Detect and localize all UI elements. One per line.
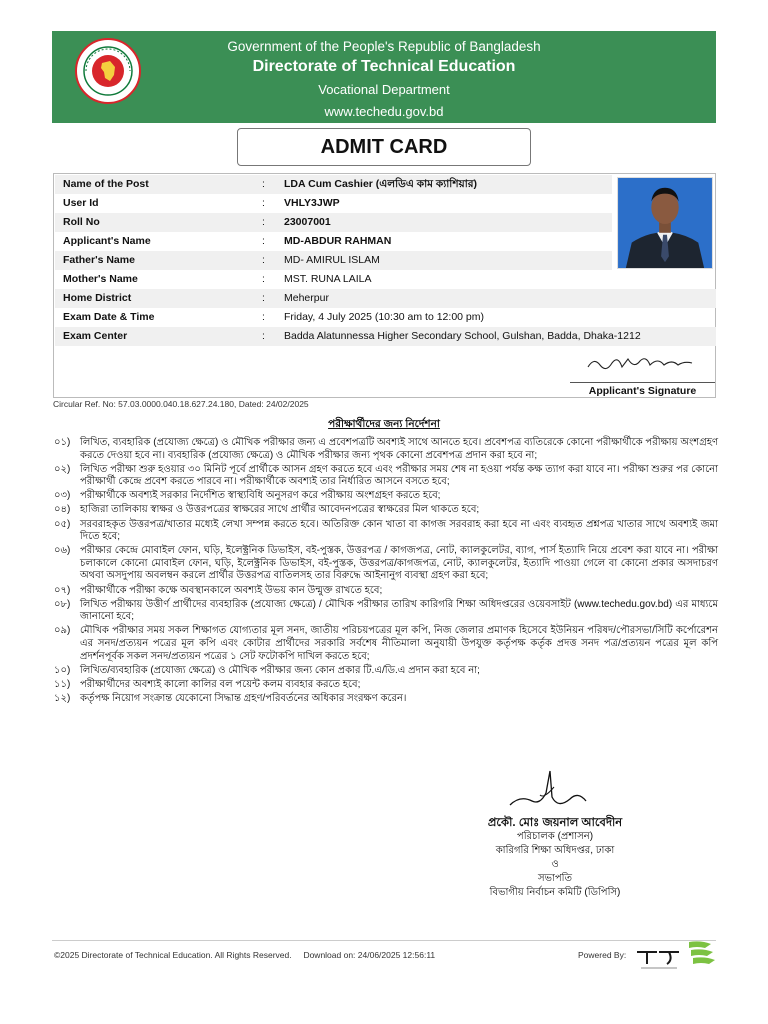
applicant-info-table bbox=[53, 173, 716, 398]
instruction-item: ০৩) পরীক্ষার্থীকে অবশ্যই সরকার নির্দেশিত স্বাস্থ্যবিধি অনুসরণ করে পরীক্ষায় অংশগ্রহণ করতে হবে; bbox=[54, 490, 441, 502]
colon: : bbox=[262, 330, 265, 342]
instruction-item: ০১) লিখিত, ব্যবহারিক (প্রযোজ্য ক্ষেত্রে) ও মৌখিক পরীক্ষার জন্য এ প্রবেশপত্রটি অবশ্যই সাথে আনতে হবে। প্রবেশপত্র ব্যতিরেকে কোনো পরীক্ষার্থীকে পরীক্ষায় অংশগ্রহণ করতে দেওয়া হবে না। ব্যবহারিক (প্রযোজ্য ক্ষেত্রে) ও মৌখিক পরীক্ষার জন্য পৃথক কোনো প্রবেশপত্র প্রদান করা হবে না; bbox=[54, 437, 718, 461]
authority-name: প্রকৌ. মোঃ জয়নাল আবেদীন bbox=[487, 817, 623, 829]
instruction-item: ১২) কর্তৃপক্ষ নিয়োগ সংক্রান্ত যেকোনো সিদ্ধান্ত গ্রহণ/পরিবর্তনের অধিকার সংরক্ষণ করেন। bbox=[54, 692, 407, 704]
value-mother-name: MST. RUNA LAILA bbox=[284, 273, 372, 285]
instructions-title: পরীক্ষার্থীদের জন্য নির্দেশনা bbox=[328, 418, 440, 430]
label-roll-no: Roll No bbox=[63, 216, 100, 228]
footer-text bbox=[54, 950, 435, 960]
value-exam-date: Friday, 4 July 2025 (10:30 am to 12:00 pm) bbox=[284, 311, 484, 323]
colon: : bbox=[262, 235, 265, 247]
row-exam-date bbox=[54, 308, 714, 327]
label-mother-name: Mother's Name bbox=[63, 273, 138, 285]
value-post: LDA Cum Cashier (এলডিএ কাম ক্যাশিয়ার) bbox=[284, 178, 478, 190]
instruction-item: ০৪) হাজিরা তালিকায় স্বাক্ষর ও উত্তরপত্রের স্বাক্ষরের সাথে প্রার্থীর আবেদনপত্রের স্বাক্ষরের মিল থাকতে হবে; bbox=[54, 504, 480, 516]
admit-card-title: ADMIT CARD bbox=[237, 128, 531, 166]
value-home-district: Meherpur bbox=[284, 292, 329, 304]
instruction-item: ০২) লিখিত পরীক্ষা শুরু হওয়ার ৩০ মিনিট পূর্বে প্রার্থীকে আসন গ্রহণ করতে হবে এবং পরীক্ষার সময় শেষ না হওয়া পর্যন্ত কক্ষ ত্যাগ করা যাবে না। পরীক্ষা শুরুর পর কোনো পরীক্ষার্থী কেন্দ্রে প্রবেশ করতে পারবে না। পরীক্ষার্থীকে অবশ্যই তার নির্ধারিত আসনে বসতে হবে; bbox=[54, 463, 718, 488]
colon: : bbox=[262, 254, 265, 266]
copyright-text: ©2025 Directorate of Technical Education. All Rights Reserved. bbox=[54, 950, 292, 960]
label-exam-date: Exam Date & Time bbox=[63, 311, 155, 323]
colon: : bbox=[262, 311, 265, 323]
applicant-signature-image bbox=[580, 349, 700, 377]
row-father-name bbox=[54, 251, 614, 270]
row-exam-center bbox=[54, 327, 714, 346]
instruction-item: ০৭) পরীক্ষার্থীকে পরীক্ষা কক্ষে অবস্থানকালে অবশ্যই উভয় কান উন্মুক্ত রাখতে হবে; bbox=[54, 584, 383, 596]
colon: : bbox=[262, 197, 265, 209]
teletalk-logo-icon bbox=[633, 938, 717, 972]
department-title: Vocational Department bbox=[318, 82, 450, 97]
colon: : bbox=[262, 292, 265, 304]
applicant-photo bbox=[617, 177, 713, 269]
label-post: Name of the Post bbox=[63, 178, 149, 190]
authority-role: সভাপতি bbox=[537, 873, 573, 884]
row-user-id bbox=[54, 194, 614, 213]
header-banner bbox=[52, 31, 716, 123]
label-user-id: User Id bbox=[63, 197, 99, 209]
colon: : bbox=[262, 178, 265, 190]
instruction-item: ১১) পরীক্ষার্থীদের অবশ্যই কালো কালির বল পয়েন্ট কলম ব্যবহার করতে হবে; bbox=[54, 678, 361, 690]
download-timestamp: Download on: 24/06/2025 12:56:11 bbox=[303, 950, 436, 960]
powered-by-label: Powered By: bbox=[578, 950, 627, 960]
instruction-item: ০৬) পরীক্ষার কেন্দ্রে মোবাইল ফোন, ঘড়ি, ইলেক্ট্রনিক ডিভাইস, বই-পুস্তক, উত্তরপত্র / কাগজপত্র, নোট, ক্যালকুলেটর, ব্যাগ, পার্স ইত্যাদি নিয়ে প্রবেশ করা যাবে না। পরীক্ষা চলাকালে কোনো মোবাইল ফোন, ঘড়ি, ইলেক্ট্রনিক ডিভাইস, বই-পুস্তক, উত্তরপত্র/কাগজপত্র, নোট, ক্যালকুলেটর, ইত্যাদি পাওয়া গেলে বা কোনো প্রকার অসদাচরণ অথবা অসদুপায় অবলম্বন করলে প্রার্থীর উত্তরপত্র বাতিলসহ তার বিরুদ্ধে আইনানুগ ব্যবস্থা গ্রহণ করা হবে; bbox=[54, 545, 718, 582]
value-roll-no: 23007001 bbox=[284, 216, 331, 228]
footer-divider bbox=[52, 940, 716, 941]
colon: : bbox=[262, 273, 265, 285]
row-home-district bbox=[54, 289, 714, 308]
label-exam-center: Exam Center bbox=[63, 330, 128, 342]
authority-designation: পরিচালক (প্রশাসন) bbox=[516, 831, 594, 842]
row-post bbox=[54, 175, 614, 194]
instruction-item: ০৫) সরবরাহকৃত উত্তরপত্র/খাতার মধ্যেই লেখা সম্পন্ন করতে হবে। অতিরিক্ত কোন খাতা বা কাগজ সরবরাহ করা হবে না এবং ব্যবহৃত প্রশ্নপত্র খাতার সাথে অবশ্যই জমা দিতে হবে; bbox=[54, 518, 718, 543]
authority-committee: বিভাগীয় নির্বাচন কমিটি (ডিপিসি) bbox=[489, 887, 621, 898]
circular-reference: Circular Ref. No: 57.03.0000.040.18.627.24.180, Dated: 24/02/2025 bbox=[53, 399, 309, 409]
value-father-name: MD- AMIRUL ISLAM bbox=[284, 254, 380, 266]
directorate-title: Directorate of Technical Education bbox=[252, 58, 516, 75]
value-applicant-name: MD-ABDUR RAHMAN bbox=[284, 235, 392, 247]
value-exam-center: Badda Alatunnessa Higher Secondary School, Gulshan, Badda, Dhaka-1212 bbox=[284, 330, 641, 342]
website-link[interactable]: www.techedu.gov.bd bbox=[324, 104, 444, 119]
authority-signature-image bbox=[500, 765, 590, 815]
authority-conjunction: ও bbox=[551, 859, 559, 870]
row-roll-no bbox=[54, 213, 614, 232]
applicant-signature-label: Applicant's Signature bbox=[570, 382, 715, 397]
instruction-item: ০৮) লিখিত পরীক্ষায় উত্তীর্ণ প্রার্থীদের ব্যবহারিক (প্রযোজ্য ক্ষেত্রে) / মৌখিক পরীক্ষার তারিখ কারিগরি শিক্ষা অধিদপ্তরের ওয়েবসাইট (www.techedu.gov.bd) এর মাধ্যমে জানানো হবে; bbox=[54, 598, 718, 623]
colon: : bbox=[262, 216, 265, 228]
authority-block bbox=[440, 816, 670, 900]
instruction-item: ১০) লিখিত/ব্যবহারিক (প্রযোজ্য ক্ষেত্রে) ও মৌখিক পরীক্ষার জন্য কোন প্রকার টি.এ/ডি.এ প্রদান করা হবে না; bbox=[54, 664, 480, 676]
government-title: Government of the People's Republic of Bangladesh bbox=[227, 39, 541, 54]
authority-office: কারিগরি শিক্ষা অধিদপ্তর, ঢাকা bbox=[495, 845, 615, 856]
label-home-district: Home District bbox=[63, 292, 132, 304]
instructions-list bbox=[54, 437, 718, 707]
value-user-id: VHLY3JWP bbox=[284, 197, 340, 209]
label-father-name: Father's Name bbox=[63, 254, 135, 266]
row-applicant-name bbox=[54, 232, 614, 251]
row-mother-name bbox=[54, 270, 714, 289]
instruction-item: ০৯) মৌখিক পরীক্ষার সময় সকল শিক্ষাগত যোগ্যতার মূল সনদ, জাতীয় পরিচয়পত্রের মূল কপি, নিজ জেলার প্রমাণক হিসেবে ইউনিয়ন পরিষদ/পৌরসভা/সিটি কর্পোরেশন এর সনদ/প্রত্যয়ন পত্রের মূল কপি এবং কোটার প্রার্থীদের সরকারি সর্বশেষ নীতিমালা অনুযায়ী উপযুক্ত কর্তৃপক্ষ কর্তৃক প্রদত্ত সনদ পত্র/প্রত্যয়ন পত্রের মূল কপি প্রদর্শনপূর্বক সকল সনদ/প্রত্যয়ন পত্রের ১ সেট ফটোকপি দাখিল করতে হবে; bbox=[54, 625, 718, 662]
label-applicant-name: Applicant's Name bbox=[63, 235, 151, 247]
